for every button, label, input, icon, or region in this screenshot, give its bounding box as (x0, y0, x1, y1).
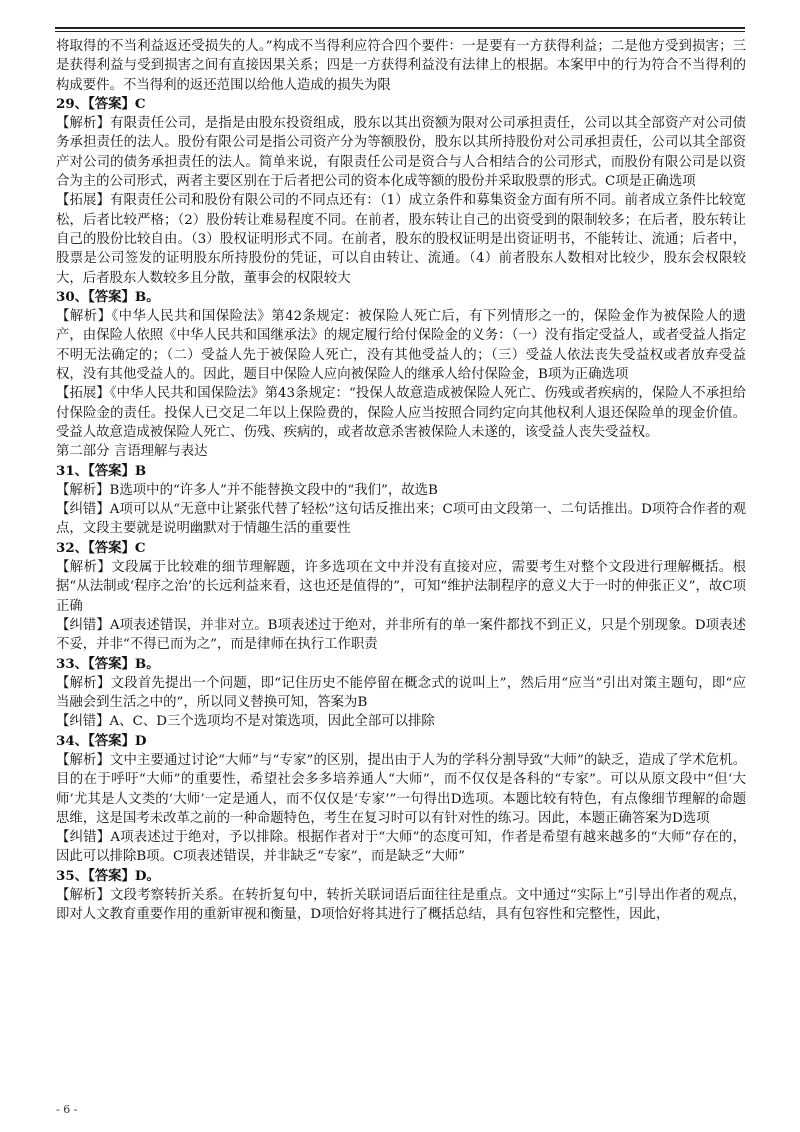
section-heading: 第二部分 言语理解与表达 (56, 444, 208, 460)
answer-heading: 32、【答案】C (56, 539, 146, 556)
paragraph: 【纠错】A项表述错误，并非对立。B项表述过于绝对，并非所有的单一案件都找不到正义，只是个别现象。D项表述不妥，并非“不得已而为之”，而是律师在执行工作职责 (56, 617, 746, 653)
paragraph: 【解析】文中主要通过讨论“大师”与“专家”的区别，提出由于人为的学科分割导致“大师”的缺乏，造成了学术危机。目的在于呼吁“大师”的重要性，希望社会多多培养通人“大师”，而不仅仅是各科的“专家”。可以从原文段中“但‘大师’尤其是人文类的‘大师’一定是通人，而不仅仅是‘专家’”一句得出D选项。本题比较有特色，有点像细节理解的命题思维，这是国考未改革之前的一种命题特色，考生在复习时可以有针对性的练习。因此，本题正确答案为D选项 (56, 752, 746, 826)
answer-heading: 33、【答案】B。 (56, 655, 160, 672)
answer-heading: 35、【答案】D。 (56, 867, 160, 884)
paragraph: 【拓展】有限责任公司和股份有限公司的不同点还有：（1）成立条件和募集资金方面有所不同。前者成立条件比较宽松，后者比较严格；（2）股份转让难易程度不同。在前者，股东转让自己的出资受到的限制较多；在后者，股东转让自己的股份比较自由。（3）股权证明形式不同。在前者，股东的股权证明是出资证明书，不能转让、流通；后者中，股票是公司签发的证明股东所持股份的凭证，可以自由转让、流通。（4）前者股东人数相对比较少，股东会权限较大，后者股东人数较多且分散，董事会的权限较大 (56, 193, 746, 286)
paragraph: 【解析】《中华人民共和国保险法》第42条规定：被保险人死亡后，有下列情形之一的，保险金作为被保险人的遗产，由保险人依照《中华人民共和国继承法》的规定履行给付保险金的义务：（一）没有指定受益人，或者受益人指定不明无法确定的；（二）受益人先于被保险人死亡，没有其他受益人的；（三）受益人依法丧失受益权或者放弃受益权，没有其他受益人的。因此，题目中保险人应向被保险人的继承人给付保险金，B项为正确选项 (56, 309, 746, 383)
paragraph: 【纠错】A、C、D三个选项均不是对策选项，因此全部可以排除 (56, 714, 435, 730)
paragraph: 【解析】文段首先提出一个问题，即“记住历史不能停留在概念式的说叫上”，然后用“应当”引出对策主题句，即“应当融会到生活之中的”，所以同义替换可知，答案为B (56, 675, 746, 711)
answer-heading: 31、【答案】B (56, 462, 147, 479)
header-rule-thin (55, 31, 745, 32)
paragraph: 【解析】有限责任公司，是指是由股东投资组成，股东以其出资额为限对公司承担责任，公司以其全部资产对公司债务承担责任的法人。股份有限公司是指公司资产分为等额股份，股东以其所持股份对公司承担责任，公司以其全部资产对公司的债务承担责任的法人。简单来说，有限责任公司是资合与人合相结合的公司形式，而股份有限公司是以资合为主的公司形式，两者主要区别在于后者把公司的资本化成等额的股份并采取股票的形式。C项是正确选项 (56, 116, 746, 190)
paragraph: 【拓展】《中华人民共和国保险法》第43条规定：“投保人故意造成被保险人死亡、伤残或者疾病的，保险人不承担给付保险金的责任。投保人已交足二年以上保险费的，保险人应当按照合同约定向其他权利人退还保险单的现金价值。受益人故意造成被保险人死亡、伤残、疾病的，或者故意杀害被保险人未遂的，该受益人丧失受益权。 (56, 386, 746, 440)
paragraph: 【解析】文段属于比较难的细节理解题，许多选项在文中并没有直接对应，需要考生对整个文段进行理解概括。根据“从法制或‘程序之治’的长远利益来看，这也还是值得的”，可知“维护法制程序的意义大于一时的伸张正义”，故C项正确 (56, 560, 746, 614)
paragraph: 将取得的不当利益返还受损失的人。”构成不当得利应符合四个要件：一是要有一方获得利益；二是他方受到损害；三是获得利益与受到损害之间有直接因果关系；四是一方获得利益没有法律上的根据。本案甲中的行为符合不当得利的构成要件。不当得利的返还范围以给他人造成的损失为限 (56, 39, 746, 93)
answer-heading: 34、【答案】D (56, 732, 147, 749)
header-rule-thick (55, 27, 745, 29)
document-body (56, 37, 746, 925)
answer-heading: 29、【答案】C (56, 95, 146, 112)
paragraph: 【纠错】A项可以从“无意中让紧张代替了轻松”这句话反推出来；C项可由文段第一、二句话推出。D项符合作者的观点，文段主要就是说明幽默对于情趣生活的重要性 (56, 502, 746, 537)
answer-heading: 30、【答案】B。 (56, 288, 160, 305)
paragraph: 【纠错】A项表述过于绝对，予以排除。根据作者对于“大师”的态度可知，作者是希望有越来越多的“大师”存在的，因此可以排除B项。C项表述错误，并非缺乏“专家”，而是缺乏“大师” (56, 830, 746, 865)
paragraph: 【解析】B选项中的“许多人”并不能替换文段中的“我们”，故选B (56, 482, 438, 498)
page-number: - 6 - (56, 1103, 78, 1116)
paragraph: 【解析】文段考察转折关系。在转折复句中，转折关联词语后面往往是重点。文中通过“实际上”引导出作者的观点，即对人文教育重要作用的重新审视和衡量，D项恰好将其进行了概括总结，具有包容性和完整性，因此， (56, 888, 746, 923)
